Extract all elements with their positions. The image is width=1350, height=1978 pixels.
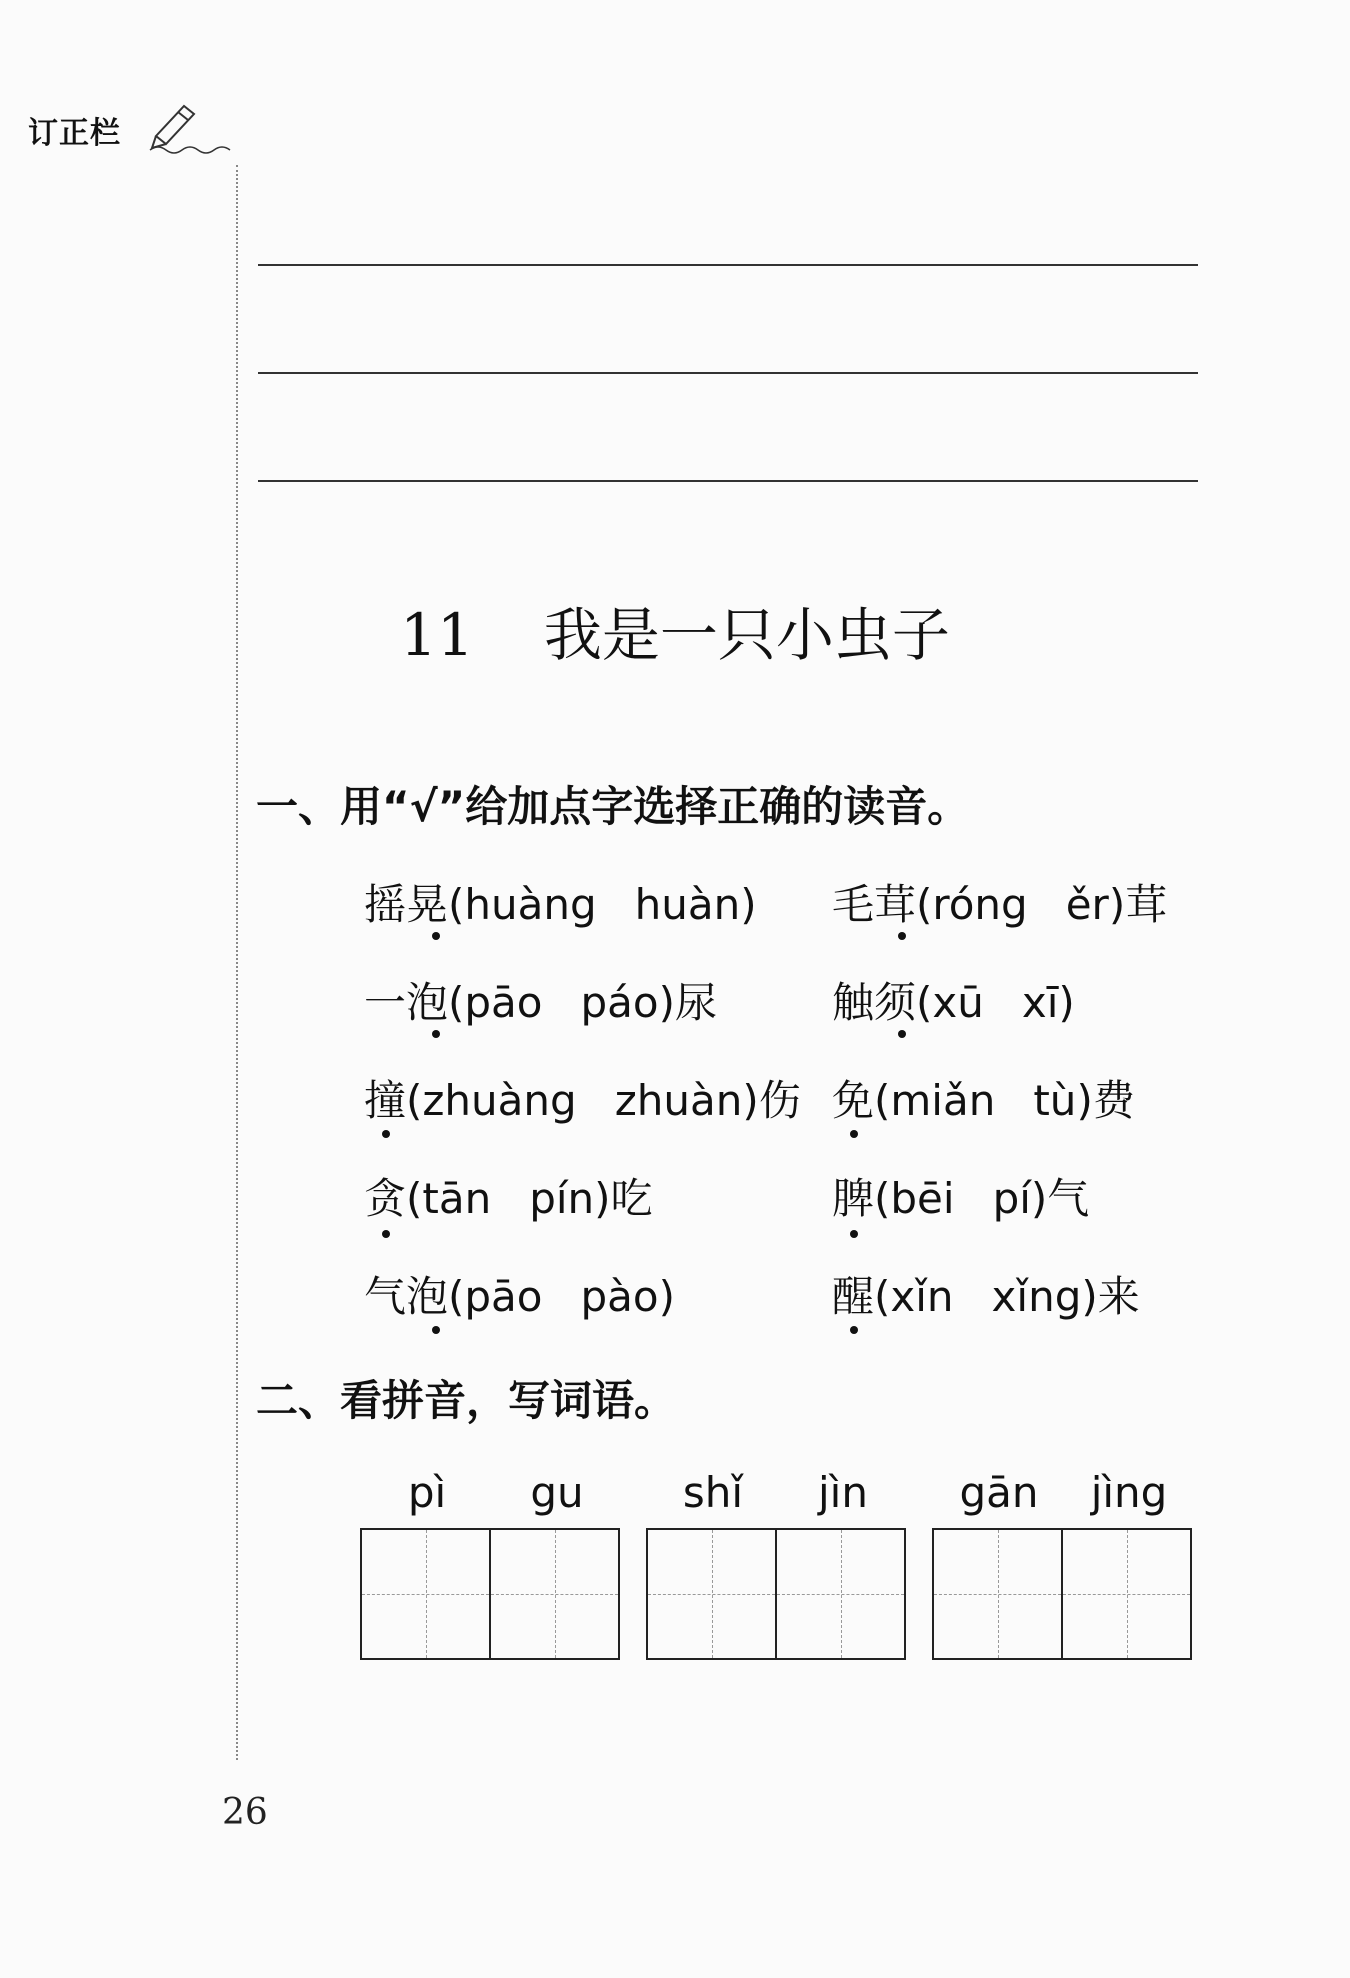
emphasis-dot [898,1030,906,1038]
reading-item: 免(miǎn tù)费 [832,1076,1135,1125]
pinyin-option[interactable]: pāo [464,1272,543,1321]
reading-item: 毛茸(róng ěr)茸 [832,880,1168,929]
writing-grid [360,1528,620,1660]
emphasis-dot [850,1326,858,1334]
emphasis-dot [432,1326,440,1334]
reading-item: 脾(bēi pí)气 [832,1174,1090,1223]
pinyin-syllable: gān [959,1468,1039,1517]
reading-item: 一泡(pāo páo)尿 [364,978,717,1027]
pinyin-syllable: pì [407,1468,447,1517]
lesson-number: 11 [400,601,474,669]
pinyin-option[interactable]: miǎn [890,1076,996,1125]
correction-column-label: 订正栏 [28,116,121,151]
lesson-title [0,588,1350,668]
writing-cell[interactable] [934,1530,1061,1658]
pencil-icon [148,96,238,156]
pinyin-option[interactable]: huàng [464,880,597,929]
pinyin-syllable: jìn [818,1468,868,1517]
pinyin-option[interactable]: ěr [1065,880,1109,929]
pinyin-option[interactable]: xī [1021,978,1059,1027]
lesson-name: 我是一只小虫子 [543,601,950,669]
reading-item: 撞(zhuàng zhuàn)伤 [364,1076,801,1125]
writing-line[interactable] [258,264,1198,266]
writing-cell[interactable] [362,1530,489,1658]
pinyin-option[interactable]: róng [932,880,1028,929]
pinyin-option[interactable]: pí [992,1174,1031,1223]
pinyin-option[interactable]: huàn [634,880,741,929]
emphasis-dot [382,1130,390,1138]
reading-item: 气泡(pāo pào) [364,1272,675,1321]
reading-item: 摇晃(huàng huàn) [364,880,757,929]
writing-grid [932,1528,1192,1660]
pinyin-syllable: gu [530,1468,584,1517]
reading-item: 触须(xū xī) [832,978,1075,1027]
pinyin-option[interactable]: zhuàn [614,1076,743,1125]
emphasis-dot [850,1130,858,1138]
margin-dotted-rule [236,165,238,1760]
reading-item: 醒(xǐn xǐng)来 [832,1272,1140,1321]
emphasis-dot [432,1030,440,1038]
pinyin-option[interactable]: pào [580,1272,659,1321]
pinyin-syllable: jìng [1090,1468,1168,1517]
section-heading-1: 一、用“√”给加点字选择正确的读音。 [256,782,970,831]
pinyin-option[interactable]: tù [1033,1076,1077,1125]
pinyin-option[interactable]: xǐn [890,1272,954,1321]
pinyin-option[interactable]: xū [932,978,984,1027]
writing-cell[interactable] [648,1530,775,1658]
emphasis-dot [850,1230,858,1238]
page-number: 26 [222,1792,268,1833]
writing-cell[interactable] [775,1530,904,1658]
emphasis-dot [382,1230,390,1238]
section-heading-2: 二、看拼音，写词语。 [256,1376,677,1425]
pinyin-option[interactable]: páo [580,978,659,1027]
emphasis-dot [898,932,906,940]
writing-line[interactable] [258,372,1198,374]
reading-item: 贪(tān pín)吃 [364,1174,653,1223]
writing-cell[interactable] [1061,1530,1190,1658]
pinyin-option[interactable]: xǐng [991,1272,1082,1321]
pinyin-option[interactable]: zhuàng [422,1076,577,1125]
writing-grid [646,1528,906,1660]
writing-line[interactable] [258,480,1198,482]
pinyin-option[interactable]: pāo [464,978,543,1027]
pinyin-option[interactable]: tān [422,1174,492,1223]
emphasis-dot [432,932,440,940]
pinyin-option[interactable]: bēi [890,1174,955,1223]
pinyin-syllable: shǐ [682,1468,744,1517]
pinyin-option[interactable]: pín [529,1174,595,1223]
writing-cell[interactable] [489,1530,618,1658]
